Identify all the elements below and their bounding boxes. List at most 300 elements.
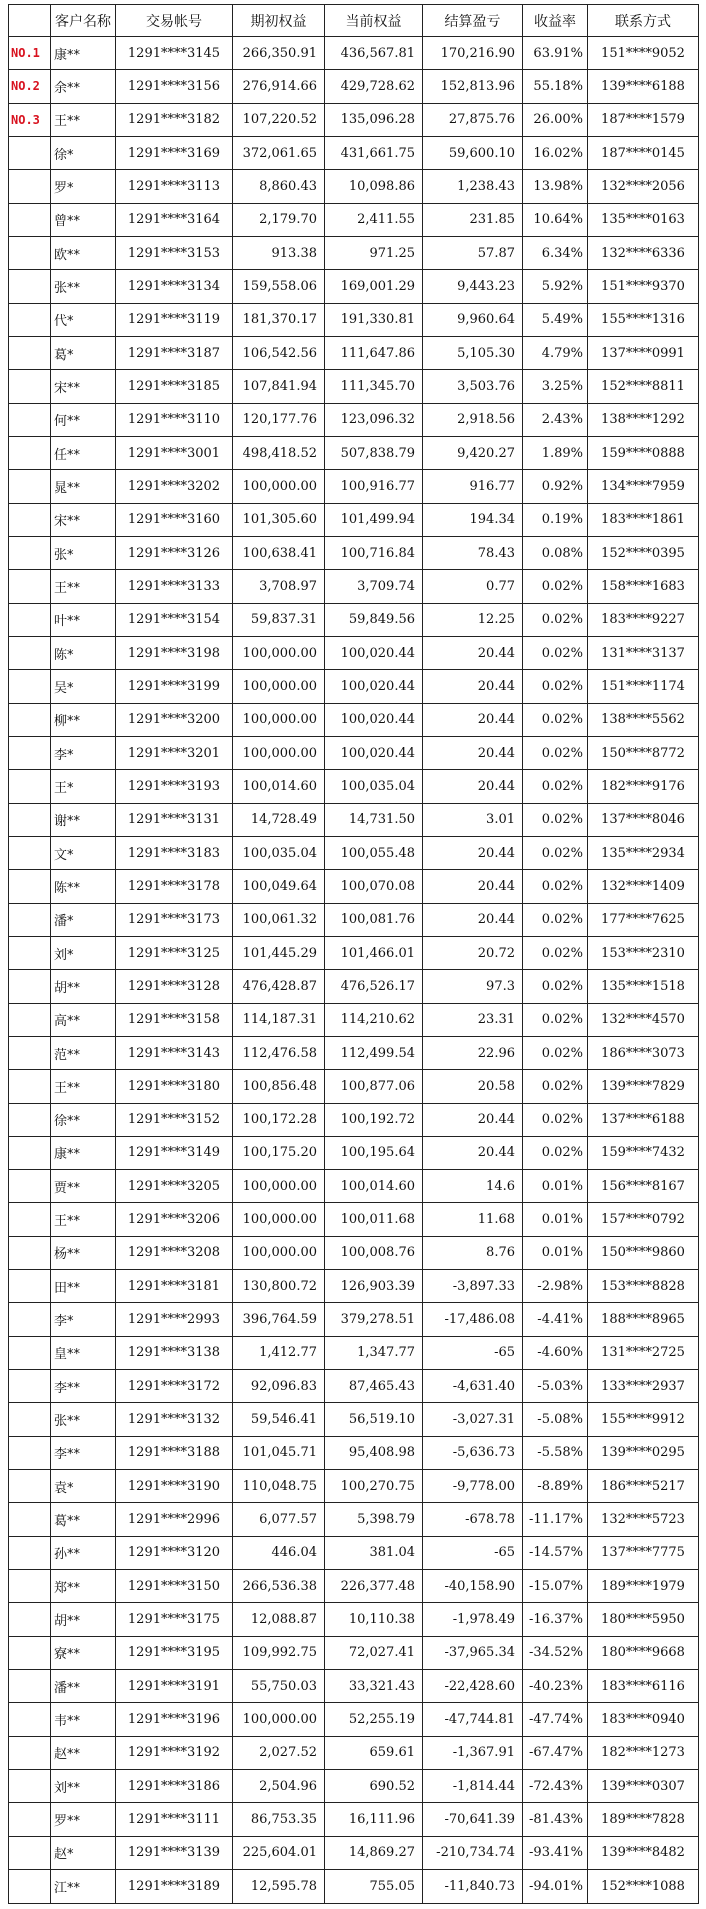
return-rate-cell: 6.34% [523, 236, 588, 269]
customer-name-cell: 欧** [51, 236, 116, 269]
return-rate-cell: 0.02% [523, 1036, 588, 1069]
settled-pnl-cell: 20.44 [423, 736, 523, 769]
rank-cell [9, 936, 51, 969]
contact-cell: 131****3137 [588, 636, 699, 669]
contact-cell: 182****9176 [588, 770, 699, 803]
customer-name-cell: 王** [51, 1070, 116, 1103]
account-cell: 1291****2996 [116, 1503, 233, 1536]
header-row [9, 5, 699, 37]
customer-name-cell: 刘* [51, 936, 116, 969]
contact-cell: 183****6116 [588, 1670, 699, 1703]
table-row [9, 1870, 699, 1904]
table-row [9, 1403, 699, 1436]
contact-cell: 138****5562 [588, 703, 699, 736]
customer-name-cell: 胡** [51, 970, 116, 1003]
opening-equity-cell: 92,096.83 [233, 1370, 325, 1403]
settled-pnl-cell: 9,420.27 [423, 436, 523, 469]
return-rate-cell: 0.02% [523, 670, 588, 703]
account-cell: 1291****3149 [116, 1136, 233, 1169]
account-cell: 1291****3205 [116, 1170, 233, 1203]
rank-cell [9, 770, 51, 803]
current-equity-cell: 101,466.01 [325, 936, 423, 969]
customer-name-cell: 郑** [51, 1570, 116, 1603]
settled-pnl-cell: 8.76 [423, 1236, 523, 1269]
settled-pnl-cell: 152,813.96 [423, 70, 523, 103]
col-header-customer-name: 客户名称 [51, 5, 116, 37]
account-cell: 1291****3181 [116, 1270, 233, 1303]
return-rate-cell: -5.03% [523, 1370, 588, 1403]
opening-equity-cell: 106,542.56 [233, 336, 325, 369]
table-row [9, 703, 699, 736]
settled-pnl-cell: -678.78 [423, 1503, 523, 1536]
return-rate-cell: -81.43% [523, 1803, 588, 1836]
table-row [9, 1136, 699, 1169]
return-rate-cell: 13.98% [523, 170, 588, 203]
table-row [9, 1170, 699, 1203]
current-equity-cell: 123,096.32 [325, 403, 423, 436]
customer-name-cell: 罗** [51, 1803, 116, 1836]
contact-cell: 132****1409 [588, 870, 699, 903]
customer-name-cell: 罗* [51, 170, 116, 203]
contact-cell: 182****1273 [588, 1736, 699, 1769]
table-row [9, 1003, 699, 1036]
customer-name-cell: 李** [51, 1436, 116, 1469]
contact-cell: 157****0792 [588, 1203, 699, 1236]
current-equity-cell: 100,270.75 [325, 1470, 423, 1503]
account-cell: 1291****3189 [116, 1870, 233, 1904]
opening-equity-cell: 101,305.60 [233, 503, 325, 536]
opening-equity-cell: 266,350.91 [233, 37, 325, 70]
opening-equity-cell: 276,914.66 [233, 70, 325, 103]
contact-cell: 135****2934 [588, 836, 699, 869]
opening-equity-cell: 6,077.57 [233, 1503, 325, 1536]
table-row [9, 336, 699, 369]
customer-name-cell: 王** [51, 103, 116, 136]
contact-cell: 139****0295 [588, 1436, 699, 1469]
current-equity-cell: 100,020.44 [325, 670, 423, 703]
return-rate-cell: -16.37% [523, 1603, 588, 1636]
current-equity-cell: 100,020.44 [325, 636, 423, 669]
rank-cell [9, 1636, 51, 1669]
table-row [9, 170, 699, 203]
current-equity-cell: 16,111.96 [325, 1803, 423, 1836]
opening-equity-cell: 100,000.00 [233, 636, 325, 669]
opening-equity-cell: 107,841.94 [233, 370, 325, 403]
current-equity-cell: 100,916.77 [325, 470, 423, 503]
table-row [9, 1270, 699, 1303]
table-row [9, 1303, 699, 1336]
opening-equity-cell: 130,800.72 [233, 1270, 325, 1303]
customer-name-cell: 胡** [51, 1603, 116, 1636]
table-row [9, 1736, 699, 1769]
customer-name-cell: 任** [51, 436, 116, 469]
current-equity-cell: 476,526.17 [325, 970, 423, 1003]
current-equity-cell: 100,877.06 [325, 1070, 423, 1103]
return-rate-cell: 0.02% [523, 603, 588, 636]
contact-cell: 139****8482 [588, 1836, 699, 1869]
contact-cell: 155****9912 [588, 1403, 699, 1436]
settled-pnl-cell: 97.3 [423, 970, 523, 1003]
return-rate-cell: -2.98% [523, 1270, 588, 1303]
account-cell: 1291****3160 [116, 503, 233, 536]
settled-pnl-cell: 12.25 [423, 603, 523, 636]
return-rate-cell: 3.25% [523, 370, 588, 403]
contact-cell: 183****0940 [588, 1703, 699, 1736]
customer-name-cell: 张** [51, 270, 116, 303]
contact-cell: 152****8811 [588, 370, 699, 403]
contact-cell: 138****1292 [588, 403, 699, 436]
current-equity-cell: 2,411.55 [325, 203, 423, 236]
current-equity-cell: 507,838.79 [325, 436, 423, 469]
current-equity-cell: 101,499.94 [325, 503, 423, 536]
settled-pnl-cell: -3,897.33 [423, 1270, 523, 1303]
return-rate-cell: -93.41% [523, 1836, 588, 1869]
contact-cell: 156****8167 [588, 1170, 699, 1203]
rank-cell [9, 536, 51, 569]
return-rate-cell: -11.17% [523, 1503, 588, 1536]
table-row [9, 403, 699, 436]
customer-name-cell: 潘** [51, 1670, 116, 1703]
rank-cell [9, 403, 51, 436]
settled-pnl-cell: 20.44 [423, 1136, 523, 1169]
customer-name-cell: 徐** [51, 1103, 116, 1136]
contact-cell: 132****6336 [588, 236, 699, 269]
table-row [9, 803, 699, 836]
account-cell: 1291****3173 [116, 903, 233, 936]
col-header-account: 交易帐号 [116, 5, 233, 37]
opening-equity-cell: 446.04 [233, 1536, 325, 1569]
rank-cell [9, 903, 51, 936]
settled-pnl-cell: 78.43 [423, 536, 523, 569]
contact-cell: 133****2937 [588, 1370, 699, 1403]
rank-cell [9, 170, 51, 203]
contact-cell: 188****8965 [588, 1303, 699, 1336]
account-cell: 1291****3195 [116, 1636, 233, 1669]
return-rate-cell: 63.91% [523, 37, 588, 70]
opening-equity-cell: 396,764.59 [233, 1303, 325, 1336]
current-equity-cell: 100,008.76 [325, 1236, 423, 1269]
rank-cell [9, 870, 51, 903]
rank-cell [9, 1070, 51, 1103]
customer-name-cell: 刘** [51, 1770, 116, 1803]
settled-pnl-cell: 231.85 [423, 203, 523, 236]
table-row [9, 370, 699, 403]
customer-name-cell: 潘* [51, 903, 116, 936]
customer-name-cell: 李** [51, 1370, 116, 1403]
return-rate-cell: 0.02% [523, 970, 588, 1003]
account-cell: 1291****3198 [116, 636, 233, 669]
table-row [9, 903, 699, 936]
table-row [9, 1836, 699, 1869]
table-row [9, 1803, 699, 1836]
return-rate-cell: -5.58% [523, 1436, 588, 1469]
opening-equity-cell: 159,558.06 [233, 270, 325, 303]
customer-name-cell: 寮** [51, 1636, 116, 1669]
account-cell: 1291****3120 [116, 1536, 233, 1569]
current-equity-cell: 126,903.39 [325, 1270, 423, 1303]
return-rate-cell: -47.74% [523, 1703, 588, 1736]
return-rate-cell: 5.49% [523, 303, 588, 336]
current-equity-cell: 100,014.60 [325, 1170, 423, 1203]
col-header-current-equity: 当前权益 [325, 5, 423, 37]
rank-cell [9, 1570, 51, 1603]
table-row [9, 1203, 699, 1236]
contact-cell: 155****1316 [588, 303, 699, 336]
rank-cell [9, 1336, 51, 1369]
customer-name-cell: 葛** [51, 1503, 116, 1536]
current-equity-cell: 436,567.81 [325, 37, 423, 70]
opening-equity-cell: 101,445.29 [233, 936, 325, 969]
table-row [9, 936, 699, 969]
current-equity-cell: 431,661.75 [325, 136, 423, 169]
customer-name-cell: 徐* [51, 136, 116, 169]
return-rate-cell: -8.89% [523, 1470, 588, 1503]
settled-pnl-cell: 3.01 [423, 803, 523, 836]
table-row [9, 836, 699, 869]
customer-name-cell: 王** [51, 1203, 116, 1236]
rank-cell [9, 436, 51, 469]
opening-equity-cell: 100,000.00 [233, 1170, 325, 1203]
rank-cell [9, 1670, 51, 1703]
opening-equity-cell: 109,992.75 [233, 1636, 325, 1669]
rank-cell [9, 1536, 51, 1569]
account-cell: 1291****3206 [116, 1203, 233, 1236]
rank-cell [9, 1736, 51, 1769]
rank-cell [9, 1370, 51, 1403]
opening-equity-cell: 498,418.52 [233, 436, 325, 469]
opening-equity-cell: 476,428.87 [233, 970, 325, 1003]
account-cell: 1291****3154 [116, 603, 233, 636]
customer-name-cell: 田** [51, 1270, 116, 1303]
opening-equity-cell: 100,000.00 [233, 703, 325, 736]
table-body [9, 37, 699, 1904]
account-cell: 1291****3199 [116, 670, 233, 703]
contact-cell: 189****7828 [588, 1803, 699, 1836]
customer-name-cell: 葛* [51, 336, 116, 369]
table-row [9, 1603, 699, 1636]
customer-name-cell: 代* [51, 303, 116, 336]
customer-name-cell: 范** [51, 1036, 116, 1069]
current-equity-cell: 33,321.43 [325, 1670, 423, 1703]
current-equity-cell: 100,081.76 [325, 903, 423, 936]
opening-equity-cell: 100,000.00 [233, 736, 325, 769]
rank-cell [9, 1170, 51, 1203]
return-rate-cell: 0.02% [523, 1136, 588, 1169]
rank-cell [9, 1136, 51, 1169]
account-cell: 1291****3187 [116, 336, 233, 369]
rank-cell [9, 636, 51, 669]
contact-cell: 159****0888 [588, 436, 699, 469]
customer-name-cell: 文* [51, 836, 116, 869]
contact-cell: 187****0145 [588, 136, 699, 169]
current-equity-cell: 429,728.62 [325, 70, 423, 103]
table-row [9, 1103, 699, 1136]
customer-name-cell: 谢** [51, 803, 116, 836]
settled-pnl-cell: -3,027.31 [423, 1403, 523, 1436]
table-row [9, 303, 699, 336]
return-rate-cell: 0.01% [523, 1170, 588, 1203]
account-cell: 1291****3158 [116, 1003, 233, 1036]
settled-pnl-cell: 57.87 [423, 236, 523, 269]
current-equity-cell: 10,110.38 [325, 1603, 423, 1636]
return-rate-cell: 0.02% [523, 1070, 588, 1103]
rank-cell [9, 1803, 51, 1836]
account-cell: 1291****3131 [116, 803, 233, 836]
opening-equity-cell: 100,638.41 [233, 536, 325, 569]
opening-equity-cell: 14,728.49 [233, 803, 325, 836]
current-equity-cell: 72,027.41 [325, 1636, 423, 1669]
rank-cell [9, 1870, 51, 1904]
rank-cell [9, 236, 51, 269]
return-rate-cell: -67.47% [523, 1736, 588, 1769]
table-row [9, 1536, 699, 1569]
customer-name-cell: 康** [51, 1136, 116, 1169]
settled-pnl-cell: -9,778.00 [423, 1470, 523, 1503]
contact-cell: 137****8046 [588, 803, 699, 836]
table-row [9, 236, 699, 269]
account-cell: 1291****3208 [116, 1236, 233, 1269]
account-cell: 1291****3202 [116, 470, 233, 503]
profit-ranking-table [8, 4, 699, 1904]
settled-pnl-cell: 1,238.43 [423, 170, 523, 203]
rank-cell [9, 1003, 51, 1036]
settled-pnl-cell: -47,744.81 [423, 1703, 523, 1736]
account-cell: 1291****3169 [116, 136, 233, 169]
table-row [9, 970, 699, 1003]
customer-name-cell: 皇** [51, 1336, 116, 1369]
rank-cell [9, 1836, 51, 1869]
account-cell: 1291****2993 [116, 1303, 233, 1336]
return-rate-cell: 2.43% [523, 403, 588, 436]
current-equity-cell: 100,192.72 [325, 1103, 423, 1136]
contact-cell: 139****7829 [588, 1070, 699, 1103]
settled-pnl-cell: 20.44 [423, 836, 523, 869]
return-rate-cell: 4.79% [523, 336, 588, 369]
opening-equity-cell: 59,546.41 [233, 1403, 325, 1436]
current-equity-cell: 100,020.44 [325, 703, 423, 736]
return-rate-cell: 0.02% [523, 636, 588, 669]
contact-cell: 152****1088 [588, 1870, 699, 1904]
rank-cell [9, 1270, 51, 1303]
table-row [9, 70, 699, 103]
settled-pnl-cell: 11.68 [423, 1203, 523, 1236]
contact-cell: 137****7775 [588, 1536, 699, 1569]
contact-cell: 158****1683 [588, 570, 699, 603]
current-equity-cell: 52,255.19 [325, 1703, 423, 1736]
contact-cell: 151****1174 [588, 670, 699, 703]
table-row [9, 37, 699, 70]
return-rate-cell: 0.08% [523, 536, 588, 569]
settled-pnl-cell: 20.44 [423, 636, 523, 669]
table-row [9, 603, 699, 636]
rank-cell [9, 303, 51, 336]
col-header-settled-pnl: 结算盈亏 [423, 5, 523, 37]
settled-pnl-cell: 27,875.76 [423, 103, 523, 136]
settled-pnl-cell: -65 [423, 1336, 523, 1369]
opening-equity-cell: 181,370.17 [233, 303, 325, 336]
return-rate-cell: -40.23% [523, 1670, 588, 1703]
current-equity-cell: 100,195.64 [325, 1136, 423, 1169]
opening-equity-cell: 2,027.52 [233, 1736, 325, 1769]
account-cell: 1291****3143 [116, 1036, 233, 1069]
return-rate-cell: 0.02% [523, 803, 588, 836]
contact-cell: 150****8772 [588, 736, 699, 769]
account-cell: 1291****3150 [116, 1570, 233, 1603]
contact-cell: 135****1518 [588, 970, 699, 1003]
opening-equity-cell: 112,476.58 [233, 1036, 325, 1069]
rank-cell [9, 670, 51, 703]
account-cell: 1291****3110 [116, 403, 233, 436]
settled-pnl-cell: -70,641.39 [423, 1803, 523, 1836]
rank-cell [9, 1470, 51, 1503]
account-cell: 1291****3133 [116, 570, 233, 603]
contact-cell: 189****1979 [588, 1570, 699, 1603]
current-equity-cell: 191,330.81 [325, 303, 423, 336]
current-equity-cell: 114,210.62 [325, 1003, 423, 1036]
rank-cell [9, 203, 51, 236]
account-cell: 1291****3200 [116, 703, 233, 736]
customer-name-cell: 陈** [51, 870, 116, 903]
return-rate-cell: 0.02% [523, 703, 588, 736]
account-cell: 1291****3186 [116, 1770, 233, 1803]
account-cell: 1291****3111 [116, 1803, 233, 1836]
return-rate-cell: 5.92% [523, 270, 588, 303]
table-row [9, 636, 699, 669]
account-cell: 1291****3196 [116, 1703, 233, 1736]
opening-equity-cell: 8,860.43 [233, 170, 325, 203]
return-rate-cell: 0.02% [523, 936, 588, 969]
current-equity-cell: 95,408.98 [325, 1436, 423, 1469]
return-rate-cell: 0.02% [523, 1003, 588, 1036]
rank-cell [9, 1236, 51, 1269]
opening-equity-cell: 1,412.77 [233, 1336, 325, 1369]
table-row [9, 570, 699, 603]
table-row [9, 1570, 699, 1603]
settled-pnl-cell: 20.44 [423, 703, 523, 736]
customer-name-cell: 高** [51, 1003, 116, 1036]
table-row [9, 203, 699, 236]
opening-equity-cell: 913.38 [233, 236, 325, 269]
account-cell: 1291****3145 [116, 37, 233, 70]
return-rate-cell: 1.89% [523, 436, 588, 469]
rank-cell: NO.3 [9, 103, 51, 136]
col-header-rank [9, 5, 51, 37]
settled-pnl-cell: 194.34 [423, 503, 523, 536]
settled-pnl-cell: -37,965.34 [423, 1636, 523, 1669]
table-row [9, 1636, 699, 1669]
settled-pnl-cell: -65 [423, 1536, 523, 1569]
rank-cell [9, 1103, 51, 1136]
return-rate-cell: -5.08% [523, 1403, 588, 1436]
customer-name-cell: 李* [51, 736, 116, 769]
current-equity-cell: 226,377.48 [325, 1570, 423, 1603]
opening-equity-cell: 100,856.48 [233, 1070, 325, 1103]
return-rate-cell: 0.01% [523, 1203, 588, 1236]
opening-equity-cell: 100,000.00 [233, 1203, 325, 1236]
opening-equity-cell: 100,172.28 [233, 1103, 325, 1136]
account-cell: 1291****3139 [116, 1836, 233, 1869]
opening-equity-cell: 55,750.03 [233, 1670, 325, 1703]
account-cell: 1291****3172 [116, 1370, 233, 1403]
settled-pnl-cell: 3,503.76 [423, 370, 523, 403]
account-cell: 1291****3191 [116, 1670, 233, 1703]
account-cell: 1291****3164 [116, 203, 233, 236]
current-equity-cell: 379,278.51 [325, 1303, 423, 1336]
opening-equity-cell: 3,708.97 [233, 570, 325, 603]
contact-cell: 134****7959 [588, 470, 699, 503]
rank-cell [9, 1603, 51, 1636]
table-row [9, 103, 699, 136]
